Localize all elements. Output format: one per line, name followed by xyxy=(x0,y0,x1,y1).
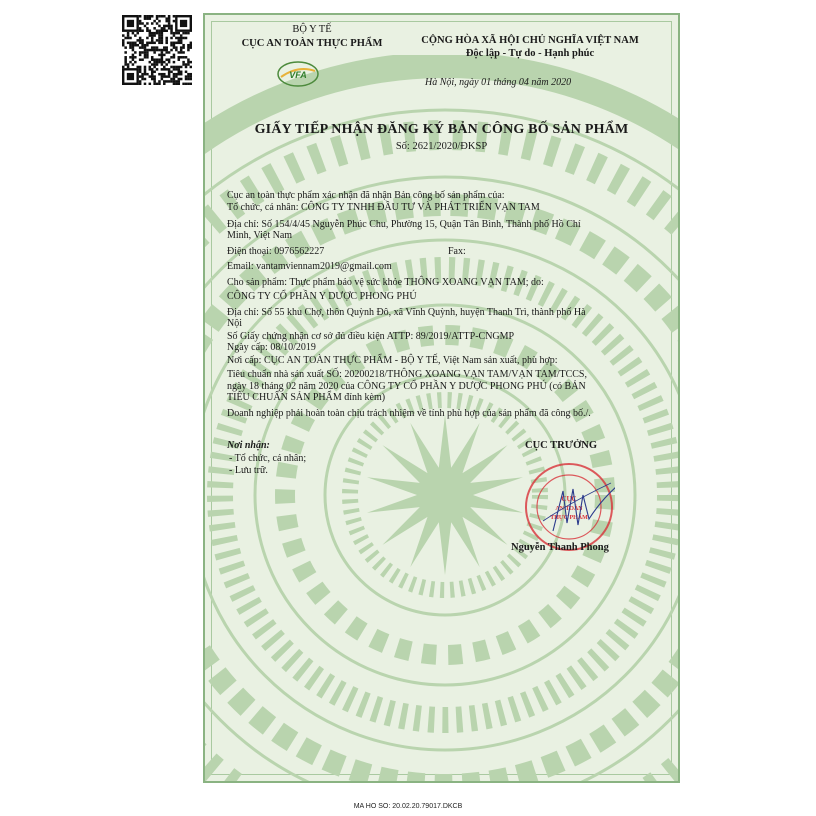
fax: Fax: xyxy=(448,246,466,257)
signer-name: Nguyễn Thanh Phong xyxy=(511,542,609,553)
manufacturer-address-2: Nội xyxy=(227,318,242,329)
ministry-name: BỘ Y TẾ xyxy=(292,24,332,35)
recipient-item: - Tổ chức, cá nhân; xyxy=(229,453,307,464)
signer-title: CỤC TRƯỞNG xyxy=(525,440,598,451)
motto: Độc lập - Tự do - Hạnh phúc xyxy=(465,48,595,59)
standard-line-1: Tiêu chuẩn nhà sản xuất SỐ: 20200218/THÔNG XOANG VẠN TAM/VẠN TAM/TCCS, xyxy=(227,369,587,380)
vfa-logo xyxy=(277,61,319,87)
manufacturer-address-1: Địa chỉ: Số 55 khu Chợ, thôn Quỳnh Đô, xã Vĩnh Quỳnh, huyện Thanh Trì, thành phố Hà xyxy=(227,307,586,318)
issue-date: Hà Nội, ngày 01 tháng 04 năm 2020 xyxy=(425,77,572,88)
phone: Điện thoại: 0976562227 xyxy=(227,246,325,257)
svg-text:THỰC PHẨM: THỰC PHẨM xyxy=(550,515,588,521)
svg-text:AN TOÀN: AN TOÀN xyxy=(555,506,583,512)
issuing-place: Nơi cấp: CỤC AN TOÀN THỰC PHẨM - BỘ Y TẾ, Việt Nam sản xuất, phù hợp: xyxy=(227,355,558,366)
svg-text:VFA: VFA xyxy=(289,70,307,80)
official-stamp xyxy=(523,461,615,553)
svg-text:CỤC: CỤC xyxy=(561,495,577,503)
dossier-code: MA HO SO: 20.02.20.79017.DKCB xyxy=(353,803,463,810)
country-name: CỘNG HÒA XÃ HỘI CHỦ NGHĨA VIỆT NAM xyxy=(421,35,639,46)
department-name: CỤC AN TOÀN THỰC PHẨM xyxy=(241,38,383,49)
recipient-item: - Lưu trữ. xyxy=(229,465,268,476)
document-title: GIẤY TIẾP NHẬN ĐĂNG KÝ BẢN CÔNG BỐ SẢN PHẨM xyxy=(254,122,629,137)
product-line: Cho sản phẩm: Thực phẩm bảo vệ sức khỏe THÔNG XOANG VẠN TAM; do: xyxy=(227,277,544,288)
body-line-2: Tổ chức, cá nhân: CÔNG TY TNHH ĐẦU TƯ VÀ PHÁT TRIỂN VẠN TAM xyxy=(227,202,540,213)
recipients-label: Nơi nhận: xyxy=(227,440,270,451)
body-line-4: Minh, Việt Nam xyxy=(227,230,293,241)
gmp-date: Ngày cấp: 08/10/2019 xyxy=(227,342,316,353)
qr-code xyxy=(122,15,192,85)
email: Email: vantamviennam2019@gmail.com xyxy=(227,261,392,272)
certificate xyxy=(203,13,680,783)
standard-line-2: ngày 18 tháng 02 năm 2020 của CÔNG TY CỔ PHẦN Y DƯỢC PHONG PHÚ (có BẢN xyxy=(227,381,586,392)
manufacturer: CÔNG TY CỔ PHẦN Y DƯỢC PHONG PHÚ xyxy=(227,291,417,302)
gmp-certificate: Số Giấy chứng nhận cơ sở đủ điều kiện ATTP: 89/2019/ATTP-CNGMP xyxy=(227,331,515,342)
responsibility-statement: Doanh nghiệp phải hoàn toàn chịu trách nhiệm về tính phù hợp của sản phẩm đã công bố./. xyxy=(227,408,591,419)
body-line-1: Cục an toàn thực phẩm xác nhận đã nhận Bản công bố sản phẩm của: xyxy=(227,190,505,201)
document-number: Số: 2621/2020/ĐKSP xyxy=(395,141,488,152)
body-line-3: Địa chỉ: Số 154/4/45 Nguyễn Phúc Chu, Phường 15, Quận Tân Bình, Thành phố Hồ Chí xyxy=(227,219,581,230)
standard-line-3: TIÊU CHUẨN SẢN PHẨM đính kèm) xyxy=(227,392,386,403)
